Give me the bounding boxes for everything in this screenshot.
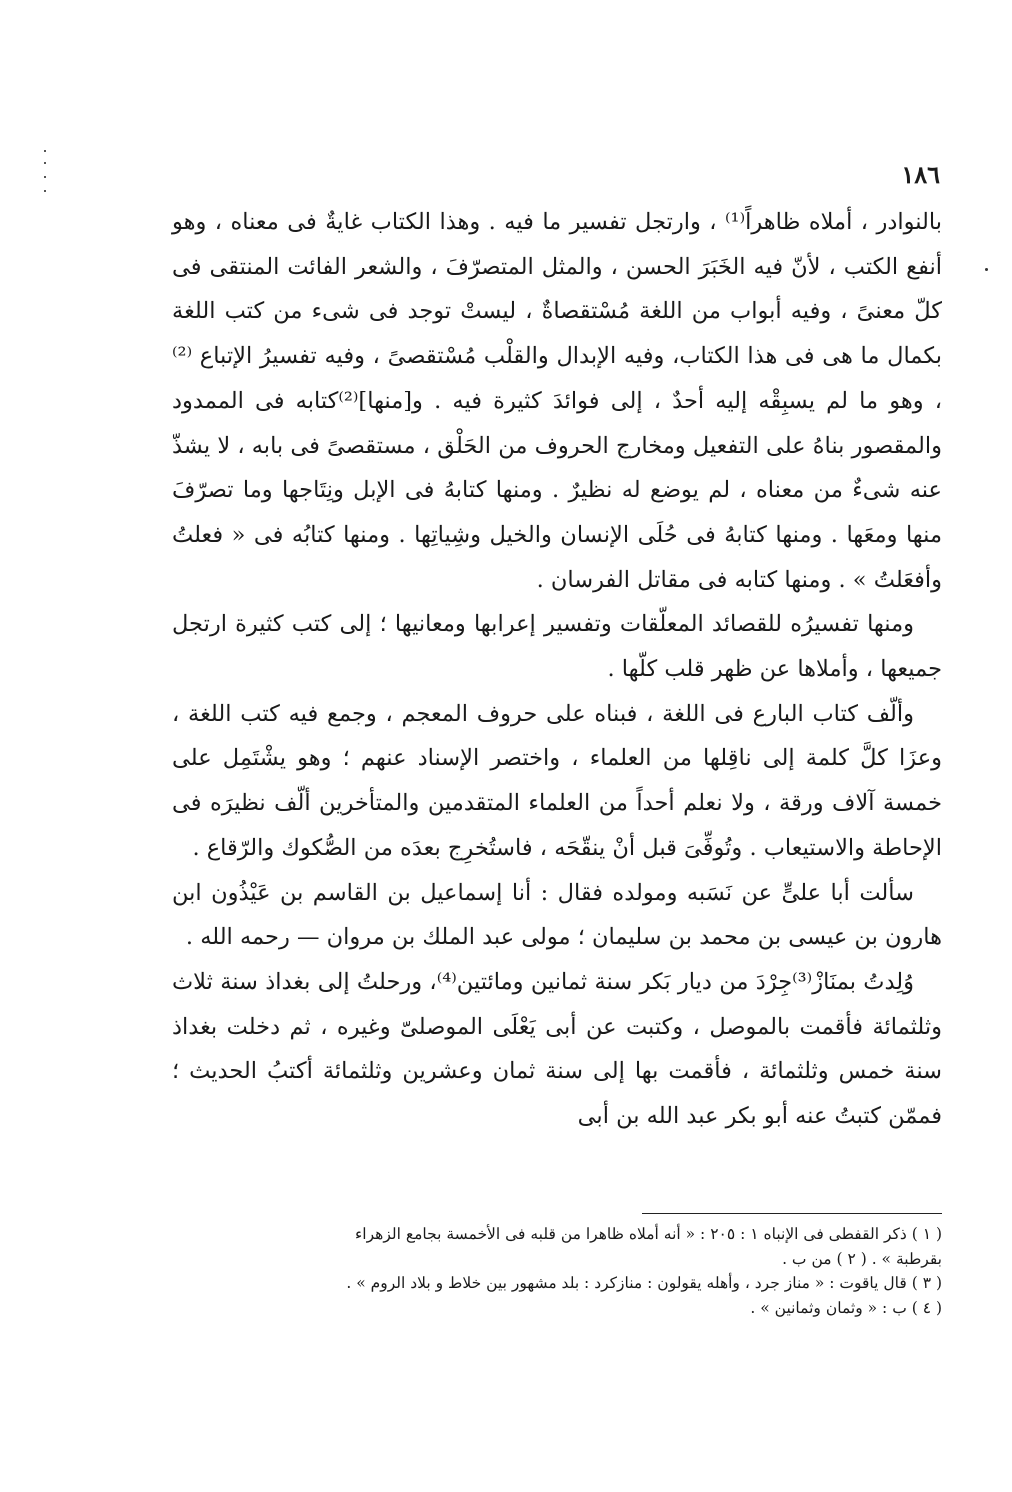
text-line: سألت أبا علىٍّ عن نَسَبه ومولده فقال : أنا إسماعيل بن القاسم بن عَيْذُون (211, 879, 914, 906)
text-line: كثيرة فيه . و[منها]⁽²⁾كتابه فى الممدود والمقصور بناهُ على التفعيل ومخارج الحروف (172, 387, 942, 459)
margin-mark (44, 162, 46, 164)
text-line: والشعر الفائت المنتقى فى كلّ معنىً ، وفيه أبواب من اللغة مُسْتقصاةٌ ، ليستْ (172, 253, 942, 325)
main-text (172, 200, 942, 1139)
text-line: توجد فى شىء من كتب اللغة بكمال ما هى فى هذا الكتاب، وفيه الإبدال والقلْب (172, 298, 943, 370)
margin-mark (44, 190, 46, 192)
footnote-divider (642, 1213, 942, 1214)
text-line: الله . (185, 924, 233, 951)
text-line: من الحَلْق ، مستقصىً فى بابه ، لا يشذّ عنه شىءٌ من معناه ، لم يوضع له نظيرٌ . (172, 432, 942, 504)
paragraph (172, 692, 942, 871)
text-line: ابن هارون بن عيسى بن محمد بن سليمان ؛ مولى عبد الملك بن مروان — رحمه (172, 879, 942, 951)
text-line: وهو يشْتَمِل على خمسة آلاف ورقة ، ولا نعلم أحداً من العلماء المتقدمين (172, 745, 942, 817)
footnote-line: ( ٣ ) قال ياقوت : « مناز جرد ، وأهله يقولون : منازكرد : بلد مشهور بين خلاط و بلاد الروم » . (346, 1274, 942, 1292)
text-line: اللغة ، وعزَا كلَّ كلمة إلى ناقِلها من العلماء ، واختصر الإسناد عنهم ؛ (172, 700, 942, 772)
text-line: وألّف كتاب البارع فى اللغة ، فبناه على حروف المعجم ، وجمع فيه كتب (240, 700, 915, 727)
text-line: بغداذ سنة ثلاث وثلثمائة فأقمت بالموصل ، وكتبت عن أبى يَعْلَى الموصلىّ (172, 968, 943, 1040)
paragraph (172, 602, 942, 691)
footnote-line: ( ٤ ) ب : « وثمان وثمانين » . (750, 1298, 942, 1317)
text-line: فى مقاتل الفرسان . (536, 566, 728, 593)
paragraph (172, 871, 942, 960)
footnote-line: بقرطبة » . ( ٢ ) من ب . (782, 1249, 942, 1268)
text-line: معناه ، وهو أنفع الكتب ، لأنّ فيه الخَبَرَ الحسن ، والمثل المتصرّفَ ، (172, 209, 943, 280)
margin-mark (44, 176, 46, 178)
paragraph (172, 960, 942, 1139)
text-line: وغيره ، ثم دخلت بغداذ سنة خمس وثلثمائة ، فأقمت بها إلى سنة ثمان (172, 1013, 942, 1085)
text-line: مُسْتقصىً ، وفيه تفسيرُ الإتباع ⁽²⁾ ، وهو ما لم يسبِقْه إليه أحدٌ ، إلى فوائدَ (172, 343, 943, 414)
paragraph (172, 200, 942, 602)
footnotes (172, 1222, 942, 1320)
margin-dot (985, 268, 988, 271)
text-line: ومنها كتابهُ فى الإبل ونِتَاجها وما تصرّفَ منها ومعَها . ومنها كتابهُ فى حُلَى (172, 477, 943, 548)
text-line: وعشرين وثلثمائة أكتبُ الحديث ؛ فممّن كتبتُ عنه أبو بكر عبد الله بن أبى (172, 1058, 942, 1130)
text-line: الإنسان والخيل وشِياتِها . ومنها كتابُه فى « فعلتُ وأفعَلتُ » . ومنها كتابه (172, 521, 942, 593)
text-line: وُلِدتُ بمنَازْ⁽³⁾جِرْدَ من ديار بَكر سنة ثمانين ومائتين⁽⁴⁾، ورحلتُ إلى (317, 968, 915, 995)
page-number: ١٨٦ (901, 160, 940, 189)
text-line: ومنها تفسيرُه للقصائد المعلّقات وتفسير إعرابها ومعانيها ؛ إلى كتب (291, 611, 914, 638)
footnote-line: ( ١ ) ذكر القفطى فى الإنباه ١ : ٢٠٥ : « أنه أملاه ظاهرا من قلبه فى الأخمسة بجامع الزهراء (355, 1225, 942, 1243)
text-line: والمتأخرين ألّف نظيرَه فى الإحاطة والاستيعاب . وتُوفِّىَ قبل أنْ ينقّحَه ، (172, 790, 942, 861)
text-line: كثيرة ارتجل جميعها ، وأملاها عن ظهر قلب كلّها . (172, 611, 942, 683)
text-line: بالنوادر ، أملاه ظاهراً⁽¹⁾ ، وارتجل تفسير ما فيه . وهذا الكتاب غايةٌ فى (287, 209, 943, 235)
margin-mark (44, 150, 46, 152)
text-line: فاستُخرِج بعدَه من الصُّكوك والرّقاع . (192, 834, 533, 861)
